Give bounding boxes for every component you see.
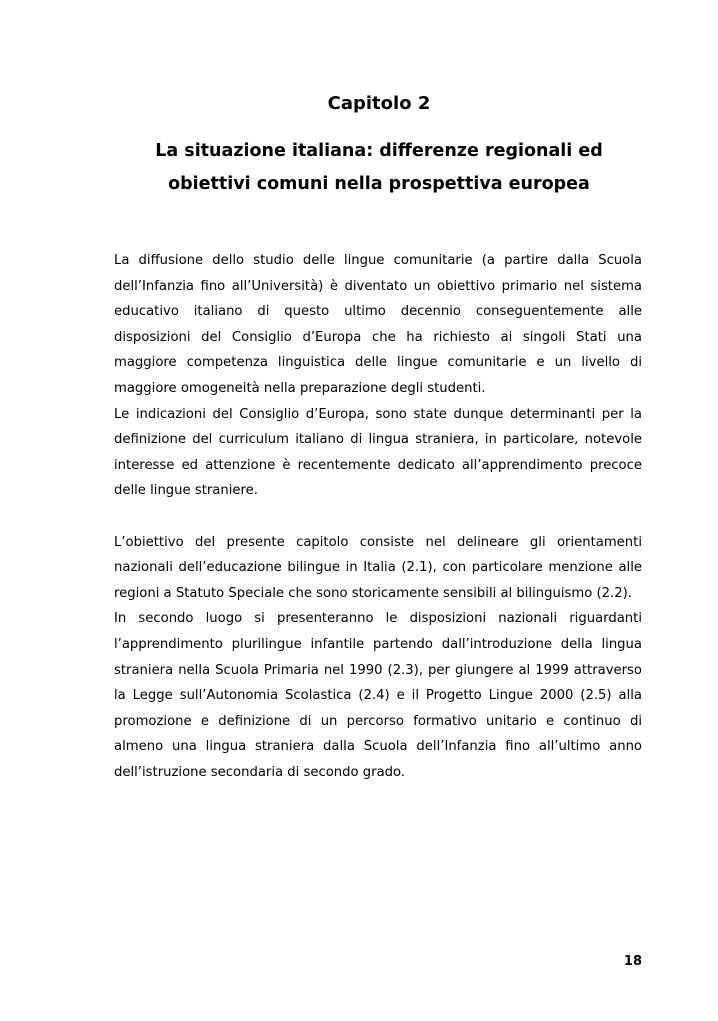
chapter-label: Capitolo 2 bbox=[327, 93, 431, 114]
paragraph: L’obiettivo del presente capitolo consiste nel delineare gli orientamenti nazionali dell’educazione bilingue in Italia (2.1), con particolare menzione alle regioni a Statuto Speciale che sono storicamente sensibili al bilinguismo (2.2). bbox=[114, 534, 642, 601]
paragraph: In secondo luogo si presenteranno le disposizioni nazionali riguardanti l’apprendimento plurilingue infantile partendo dall’introduzione della lingua straniera nella Scuola Primaria nel 1990 (2.3), per giungere al 1999 attraverso la Legge sull’Autonomia Scolastica (2.4) e il Progetto Lingue 2000 (2.5) alla promozione e definizione di un percorso formativo unitario e continuo di almeno una lingua straniera dalla Scuola dell’Infanzia fino all’ultimo anno dell’istruzione secondaria di secondo grado. bbox=[114, 611, 642, 780]
chapter-title: La situazione italiana: differenze regionali ed obiettivi comuni nella prospettiva europea bbox=[155, 141, 603, 194]
body-text bbox=[114, 248, 642, 785]
paragraph: Le indicazioni del Consiglio d’Europa, sono state dunque determinanti per la definizione del curriculum italiano di lingua straniera, in particolare, notevole interesse ed attenzione è recentemente dedicato all’apprendimento precoce delle lingue straniere. bbox=[114, 406, 642, 499]
page-number: 18 bbox=[623, 954, 642, 969]
paragraph: La diffusione dello studio delle lingue comunitarie (a partire dalla Scuola dell’Infanzia fino all’Università) è diventato un obiettivo primario nel sistema educativo italiano di questo ultimo decennio conseguentemente alle disposizioni del Consiglio d’Europa che ha richiesto ai singoli Stati una maggiore competenza linguistica delle lingue comunitarie e un livello di maggiore omogeneità nella preparazione degli studenti. bbox=[114, 253, 642, 396]
